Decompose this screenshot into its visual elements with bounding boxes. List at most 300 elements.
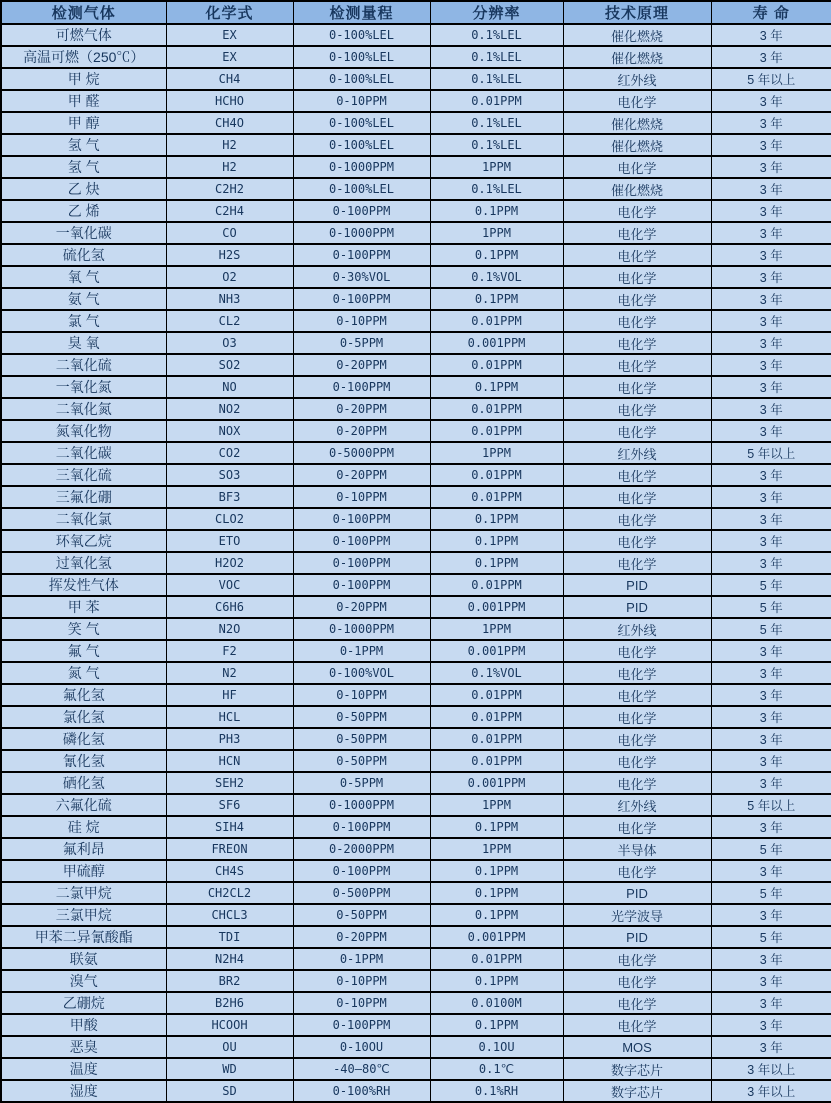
cell-detection-range: 0-100%LEL <box>293 134 430 156</box>
column-header-gas-name: 检测气体 <box>1 1 166 24</box>
cell-detection-range: 0-100PPM <box>293 860 430 882</box>
cell-technology: 电化学 <box>563 156 711 178</box>
cell-chemical-formula: EX <box>166 24 293 46</box>
cell-gas-name: 联氨 <box>1 948 166 970</box>
cell-technology: 电化学 <box>563 354 711 376</box>
cell-detection-range: 0-10PPM <box>293 486 430 508</box>
cell-detection-range: 0-50PPM <box>293 904 430 926</box>
cell-lifespan: 3 年 <box>711 464 831 486</box>
cell-lifespan: 3 年 <box>711 420 831 442</box>
table-row <box>1 244 831 266</box>
cell-resolution: 0.001PPM <box>430 596 563 618</box>
cell-resolution: 1PPM <box>430 156 563 178</box>
cell-lifespan: 3 年 <box>711 266 831 288</box>
cell-gas-name: 氟 气 <box>1 640 166 662</box>
cell-gas-name: 一氧化氮 <box>1 376 166 398</box>
cell-technology: 电化学 <box>563 992 711 1014</box>
cell-chemical-formula: CO2 <box>166 442 293 464</box>
cell-gas-name: 三氟化硼 <box>1 486 166 508</box>
cell-detection-range: 0-2000PPM <box>293 838 430 860</box>
cell-lifespan: 3 年 <box>711 640 831 662</box>
table-header <box>1 1 831 24</box>
cell-technology: 电化学 <box>563 266 711 288</box>
cell-lifespan: 5 年以上 <box>711 68 831 90</box>
cell-technology: 电化学 <box>563 222 711 244</box>
cell-detection-range: 0-100PPM <box>293 816 430 838</box>
cell-detection-range: 0-1PPM <box>293 948 430 970</box>
cell-chemical-formula: NOX <box>166 420 293 442</box>
cell-resolution: 0.1PPM <box>430 904 563 926</box>
cell-detection-range: 0-100PPM <box>293 1014 430 1036</box>
column-header-resolution: 分辨率 <box>430 1 563 24</box>
table-row <box>1 706 831 728</box>
cell-technology: 催化燃烧 <box>563 178 711 200</box>
cell-chemical-formula: H2 <box>166 156 293 178</box>
cell-chemical-formula: SF6 <box>166 794 293 816</box>
table-row <box>1 1036 831 1058</box>
cell-detection-range: 0-20PPM <box>293 464 430 486</box>
cell-gas-name: 硅 烷 <box>1 816 166 838</box>
cell-resolution: 0.01PPM <box>430 684 563 706</box>
cell-gas-name: 过氧化氢 <box>1 552 166 574</box>
table-row <box>1 970 831 992</box>
cell-gas-name: 可燃气体 <box>1 24 166 46</box>
cell-resolution: 1PPM <box>430 222 563 244</box>
cell-technology: 电化学 <box>563 772 711 794</box>
cell-detection-range: 0-50PPM <box>293 728 430 750</box>
cell-resolution: 0.1PPM <box>430 860 563 882</box>
cell-detection-range: 0-20PPM <box>293 420 430 442</box>
cell-chemical-formula: C2H4 <box>166 200 293 222</box>
cell-lifespan: 3 年 <box>711 816 831 838</box>
table-row <box>1 420 831 442</box>
cell-detection-range: 0-50PPM <box>293 706 430 728</box>
table-row <box>1 948 831 970</box>
table-row <box>1 398 831 420</box>
cell-detection-range: 0-100PPM <box>293 288 430 310</box>
cell-resolution: 0.01PPM <box>430 728 563 750</box>
cell-technology: 催化燃烧 <box>563 46 711 68</box>
cell-chemical-formula: FREON <box>166 838 293 860</box>
cell-lifespan: 3 年 <box>711 134 831 156</box>
cell-chemical-formula: OU <box>166 1036 293 1058</box>
cell-technology: 数字芯片 <box>563 1080 711 1102</box>
cell-chemical-formula: H2 <box>166 134 293 156</box>
cell-lifespan: 5 年以上 <box>711 442 831 464</box>
table-row <box>1 574 831 596</box>
cell-lifespan: 3 年以上 <box>711 1080 831 1102</box>
cell-chemical-formula: HF <box>166 684 293 706</box>
table-row <box>1 1080 831 1102</box>
cell-chemical-formula: B2H6 <box>166 992 293 1014</box>
cell-gas-name: 三氯甲烷 <box>1 904 166 926</box>
table-row <box>1 288 831 310</box>
table-row <box>1 222 831 244</box>
cell-lifespan: 3 年 <box>711 992 831 1014</box>
cell-gas-name: 甲 醛 <box>1 90 166 112</box>
cell-lifespan: 3 年 <box>711 552 831 574</box>
table-row <box>1 134 831 156</box>
cell-technology: 红外线 <box>563 794 711 816</box>
cell-chemical-formula: C6H6 <box>166 596 293 618</box>
cell-lifespan: 5 年 <box>711 882 831 904</box>
cell-detection-range: 0-5000PPM <box>293 442 430 464</box>
cell-technology: 电化学 <box>563 332 711 354</box>
cell-chemical-formula: CL2 <box>166 310 293 332</box>
cell-resolution: 0.1PPM <box>430 1014 563 1036</box>
cell-technology: 电化学 <box>563 464 711 486</box>
cell-detection-range: 0-100%LEL <box>293 178 430 200</box>
cell-detection-range: 0-10PPM <box>293 310 430 332</box>
cell-technology: 催化燃烧 <box>563 24 711 46</box>
cell-detection-range: 0-1000PPM <box>293 222 430 244</box>
cell-resolution: 0.1%LEL <box>430 134 563 156</box>
cell-technology: 电化学 <box>563 750 711 772</box>
cell-gas-name: 甲苯二异氰酸酯 <box>1 926 166 948</box>
cell-detection-range: 0-20PPM <box>293 926 430 948</box>
cell-resolution: 0.001PPM <box>430 926 563 948</box>
cell-lifespan: 3 年 <box>711 948 831 970</box>
cell-chemical-formula: SIH4 <box>166 816 293 838</box>
cell-chemical-formula: NH3 <box>166 288 293 310</box>
cell-lifespan: 3 年 <box>711 530 831 552</box>
cell-technology: 电化学 <box>563 244 711 266</box>
cell-resolution: 0.01PPM <box>430 398 563 420</box>
cell-lifespan: 3 年 <box>711 288 831 310</box>
cell-chemical-formula: SO2 <box>166 354 293 376</box>
cell-lifespan: 3 年 <box>711 244 831 266</box>
cell-lifespan: 3 年 <box>711 904 831 926</box>
cell-resolution: 0.01PPM <box>430 310 563 332</box>
cell-detection-range: 0-500PPM <box>293 882 430 904</box>
cell-lifespan: 3 年 <box>711 24 831 46</box>
cell-chemical-formula: SD <box>166 1080 293 1102</box>
column-header-formula: 化学式 <box>166 1 293 24</box>
cell-resolution: 0.1PPM <box>430 508 563 530</box>
cell-resolution: 0.1PPM <box>430 882 563 904</box>
cell-gas-name: 一氧化碳 <box>1 222 166 244</box>
cell-technology: 电化学 <box>563 860 711 882</box>
cell-chemical-formula: HCL <box>166 706 293 728</box>
cell-resolution: 0.1PPM <box>430 244 563 266</box>
table-row <box>1 68 831 90</box>
cell-gas-name: 挥发性气体 <box>1 574 166 596</box>
cell-technology: 电化学 <box>563 970 711 992</box>
cell-resolution: 0.1PPM <box>430 970 563 992</box>
table-row <box>1 662 831 684</box>
cell-detection-range: 0-5PPM <box>293 332 430 354</box>
cell-detection-range: 0-10PPM <box>293 90 430 112</box>
cell-gas-name: 乙 炔 <box>1 178 166 200</box>
cell-resolution: 0.01PPM <box>430 464 563 486</box>
table-row <box>1 618 831 640</box>
cell-detection-range: 0-30%VOL <box>293 266 430 288</box>
cell-chemical-formula: HCN <box>166 750 293 772</box>
table-row <box>1 838 831 860</box>
cell-technology: 电化学 <box>563 728 711 750</box>
cell-detection-range: -40—80℃ <box>293 1058 430 1080</box>
cell-gas-name: 二氧化氯 <box>1 508 166 530</box>
cell-resolution: 0.0100M <box>430 992 563 1014</box>
cell-lifespan: 5 年 <box>711 838 831 860</box>
cell-lifespan: 3 年 <box>711 772 831 794</box>
cell-technology: PID <box>563 926 711 948</box>
cell-resolution: 0.01PPM <box>430 90 563 112</box>
cell-technology: 电化学 <box>563 398 711 420</box>
cell-gas-name: 氢 气 <box>1 156 166 178</box>
cell-resolution: 0.01PPM <box>430 574 563 596</box>
cell-technology: 电化学 <box>563 508 711 530</box>
cell-chemical-formula: EX <box>166 46 293 68</box>
table-row <box>1 508 831 530</box>
cell-lifespan: 3 年 <box>711 156 831 178</box>
cell-gas-name: 氯 气 <box>1 310 166 332</box>
table-row <box>1 772 831 794</box>
cell-gas-name: 笑 气 <box>1 618 166 640</box>
cell-chemical-formula: H2O2 <box>166 552 293 574</box>
cell-lifespan: 3 年 <box>711 860 831 882</box>
cell-resolution: 0.1PPM <box>430 376 563 398</box>
table-row <box>1 90 831 112</box>
cell-resolution: 0.001PPM <box>430 772 563 794</box>
cell-detection-range: 0-100%LEL <box>293 24 430 46</box>
cell-lifespan: 3 年 <box>711 90 831 112</box>
cell-gas-name: 甲 醇 <box>1 112 166 134</box>
cell-lifespan: 3 年 <box>711 46 831 68</box>
cell-detection-range: 0-100PPM <box>293 244 430 266</box>
cell-detection-range: 0-20PPM <box>293 354 430 376</box>
cell-lifespan: 3 年 <box>711 750 831 772</box>
cell-resolution: 0.1%LEL <box>430 178 563 200</box>
cell-gas-name: 氮氧化物 <box>1 420 166 442</box>
table-row <box>1 266 831 288</box>
cell-detection-range: 0-100%VOL <box>293 662 430 684</box>
table-row <box>1 112 831 134</box>
cell-resolution: 1PPM <box>430 442 563 464</box>
cell-resolution: 1PPM <box>430 794 563 816</box>
cell-chemical-formula: TDI <box>166 926 293 948</box>
cell-resolution: 0.1%LEL <box>430 24 563 46</box>
table-row <box>1 596 831 618</box>
table-row <box>1 200 831 222</box>
cell-lifespan: 3 年 <box>711 728 831 750</box>
cell-chemical-formula: CH4O <box>166 112 293 134</box>
cell-gas-name: 湿度 <box>1 1080 166 1102</box>
cell-gas-name: 氰化氢 <box>1 750 166 772</box>
cell-technology: 电化学 <box>563 662 711 684</box>
column-header-technology: 技术原理 <box>563 1 711 24</box>
cell-gas-name: 氢 气 <box>1 134 166 156</box>
cell-resolution: 0.001PPM <box>430 332 563 354</box>
cell-detection-range: 0-100PPM <box>293 552 430 574</box>
table-row <box>1 354 831 376</box>
cell-chemical-formula: HCHO <box>166 90 293 112</box>
cell-technology: PID <box>563 596 711 618</box>
cell-chemical-formula: O3 <box>166 332 293 354</box>
table-row <box>1 904 831 926</box>
cell-resolution: 0.1PPM <box>430 288 563 310</box>
table-row <box>1 640 831 662</box>
cell-detection-range: 0-20PPM <box>293 398 430 420</box>
cell-resolution: 0.1%LEL <box>430 46 563 68</box>
table-row <box>1 156 831 178</box>
cell-lifespan: 5 年 <box>711 926 831 948</box>
cell-technology: 电化学 <box>563 420 711 442</box>
table-row <box>1 816 831 838</box>
cell-technology: 电化学 <box>563 552 711 574</box>
cell-gas-name: 臭 氧 <box>1 332 166 354</box>
cell-gas-name: 六氟化硫 <box>1 794 166 816</box>
cell-gas-name: 磷化氢 <box>1 728 166 750</box>
cell-resolution: 0.1PPM <box>430 816 563 838</box>
cell-detection-range: 0-100PPM <box>293 200 430 222</box>
cell-lifespan: 5 年 <box>711 618 831 640</box>
cell-lifespan: 5 年 <box>711 574 831 596</box>
column-header-range: 检测量程 <box>293 1 430 24</box>
table-row <box>1 486 831 508</box>
cell-technology: 电化学 <box>563 310 711 332</box>
cell-chemical-formula: N2O <box>166 618 293 640</box>
table-row <box>1 750 831 772</box>
cell-chemical-formula: CH2CL2 <box>166 882 293 904</box>
cell-detection-range: 0-10PPM <box>293 684 430 706</box>
cell-gas-name: 氟利昂 <box>1 838 166 860</box>
table-body <box>1 24 831 1102</box>
cell-lifespan: 3 年 <box>711 706 831 728</box>
cell-technology: 电化学 <box>563 486 711 508</box>
cell-gas-name: 甲 苯 <box>1 596 166 618</box>
table-row <box>1 882 831 904</box>
cell-resolution: 0.01PPM <box>430 354 563 376</box>
cell-technology: 数字芯片 <box>563 1058 711 1080</box>
cell-lifespan: 5 年 <box>711 596 831 618</box>
cell-gas-name: 乙 烯 <box>1 200 166 222</box>
cell-lifespan: 3 年 <box>711 222 831 244</box>
table-row <box>1 442 831 464</box>
cell-gas-name: 三氧化硫 <box>1 464 166 486</box>
cell-chemical-formula: CHCL3 <box>166 904 293 926</box>
cell-detection-range: 0-100PPM <box>293 376 430 398</box>
cell-chemical-formula: SO3 <box>166 464 293 486</box>
cell-lifespan: 3 年 <box>711 376 831 398</box>
cell-lifespan: 3 年 <box>711 486 831 508</box>
cell-technology: 电化学 <box>563 200 711 222</box>
cell-gas-name: 环氧乙烷 <box>1 530 166 552</box>
cell-detection-range: 0-1000PPM <box>293 618 430 640</box>
cell-resolution: 0.1%VOL <box>430 662 563 684</box>
cell-chemical-formula: SEH2 <box>166 772 293 794</box>
cell-lifespan: 3 年以上 <box>711 1058 831 1080</box>
cell-detection-range: 0-100PPM <box>293 508 430 530</box>
cell-detection-range: 0-100%RH <box>293 1080 430 1102</box>
cell-gas-name: 氯化氢 <box>1 706 166 728</box>
cell-technology: PID <box>563 574 711 596</box>
cell-chemical-formula: CH4S <box>166 860 293 882</box>
cell-gas-name: 氮 气 <box>1 662 166 684</box>
cell-technology: 半导体 <box>563 838 711 860</box>
cell-detection-range: 0-10OU <box>293 1036 430 1058</box>
cell-technology: 催化燃烧 <box>563 112 711 134</box>
cell-detection-range: 0-20PPM <box>293 596 430 618</box>
cell-chemical-formula: ETO <box>166 530 293 552</box>
cell-gas-name: 甲酸 <box>1 1014 166 1036</box>
cell-resolution: 0.001PPM <box>430 640 563 662</box>
table-row <box>1 46 831 68</box>
cell-chemical-formula: CLO2 <box>166 508 293 530</box>
cell-gas-name: 溴气 <box>1 970 166 992</box>
table-row <box>1 464 831 486</box>
cell-resolution: 0.1%VOL <box>430 266 563 288</box>
cell-lifespan: 3 年 <box>711 112 831 134</box>
cell-lifespan: 3 年 <box>711 684 831 706</box>
cell-chemical-formula: PH3 <box>166 728 293 750</box>
cell-chemical-formula: HCOOH <box>166 1014 293 1036</box>
cell-chemical-formula: CO <box>166 222 293 244</box>
table-row <box>1 332 831 354</box>
cell-resolution: 0.01PPM <box>430 706 563 728</box>
cell-technology: 电化学 <box>563 640 711 662</box>
cell-resolution: 0.1%RH <box>430 1080 563 1102</box>
cell-technology: 电化学 <box>563 948 711 970</box>
cell-gas-name: 硒化氢 <box>1 772 166 794</box>
cell-technology: 电化学 <box>563 530 711 552</box>
cell-chemical-formula: O2 <box>166 266 293 288</box>
cell-lifespan: 3 年 <box>711 200 831 222</box>
table-row <box>1 1014 831 1036</box>
cell-chemical-formula: NO <box>166 376 293 398</box>
cell-gas-name: 二氧化氮 <box>1 398 166 420</box>
cell-lifespan: 3 年 <box>711 1014 831 1036</box>
cell-technology: 电化学 <box>563 90 711 112</box>
cell-chemical-formula: CH4 <box>166 68 293 90</box>
cell-lifespan: 3 年 <box>711 178 831 200</box>
table-row <box>1 992 831 1014</box>
cell-chemical-formula: H2S <box>166 244 293 266</box>
cell-lifespan: 3 年 <box>711 970 831 992</box>
cell-chemical-formula: N2 <box>166 662 293 684</box>
cell-resolution: 0.1%LEL <box>430 68 563 90</box>
cell-gas-name: 氟化氢 <box>1 684 166 706</box>
cell-gas-name: 高温可燃（250℃） <box>1 46 166 68</box>
cell-technology: 红外线 <box>563 618 711 640</box>
cell-lifespan: 3 年 <box>711 354 831 376</box>
header-row <box>1 1 831 24</box>
cell-detection-range: 0-100%LEL <box>293 68 430 90</box>
cell-technology: MOS <box>563 1036 711 1058</box>
cell-resolution: 0.1PPM <box>430 530 563 552</box>
cell-resolution: 0.1PPM <box>430 552 563 574</box>
cell-resolution: 0.1℃ <box>430 1058 563 1080</box>
cell-detection-range: 0-1000PPM <box>293 794 430 816</box>
cell-detection-range: 0-100PPM <box>293 574 430 596</box>
cell-lifespan: 5 年以上 <box>711 794 831 816</box>
cell-resolution: 0.1%LEL <box>430 112 563 134</box>
table-row <box>1 178 831 200</box>
cell-technology: 催化燃烧 <box>563 134 711 156</box>
cell-detection-range: 0-50PPM <box>293 750 430 772</box>
cell-detection-range: 0-10PPM <box>293 970 430 992</box>
cell-technology: 电化学 <box>563 684 711 706</box>
cell-chemical-formula: N2H4 <box>166 948 293 970</box>
cell-gas-name: 甲硫醇 <box>1 860 166 882</box>
cell-technology: 电化学 <box>563 706 711 728</box>
cell-chemical-formula: BF3 <box>166 486 293 508</box>
table-row <box>1 376 831 398</box>
table-row <box>1 684 831 706</box>
table-row <box>1 552 831 574</box>
cell-chemical-formula: BR2 <box>166 970 293 992</box>
cell-gas-name: 二氯甲烷 <box>1 882 166 904</box>
